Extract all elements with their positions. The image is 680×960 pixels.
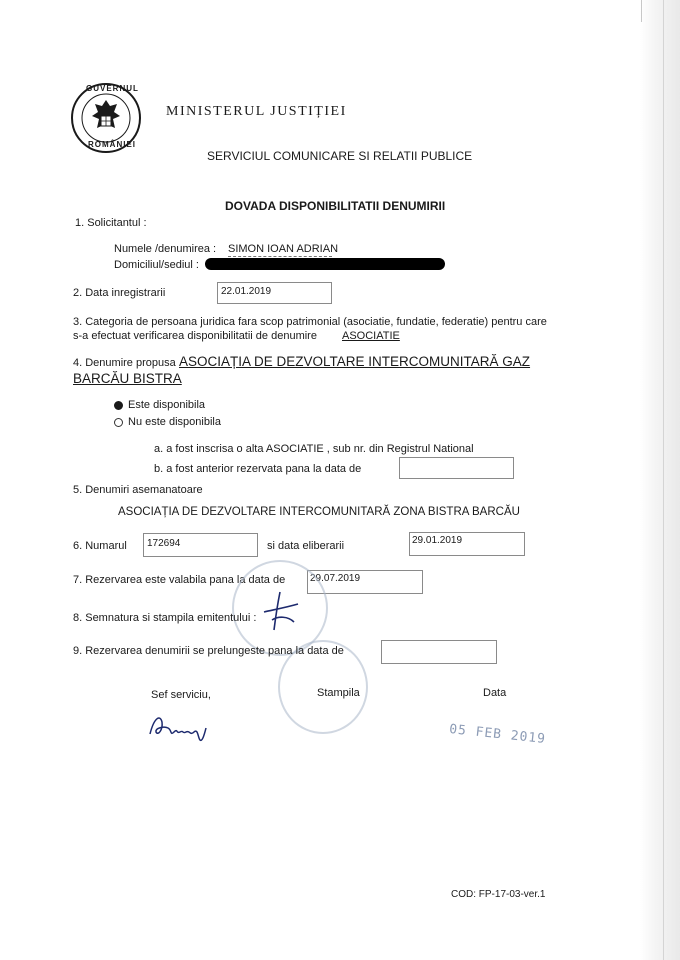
chief-signature-icon bbox=[146, 708, 212, 748]
not-available-radio bbox=[114, 418, 123, 427]
previous-reservation-date-field bbox=[399, 457, 514, 479]
scan-edge-line bbox=[641, 0, 642, 22]
available-label: Este disponibila bbox=[128, 399, 206, 411]
name-label: Numele /denumirea : bbox=[114, 243, 217, 255]
name-underline bbox=[228, 256, 332, 257]
subitem-a: a. a fost inscrisa o alta ASOCIATIE , sub nr. din Registrul National bbox=[154, 443, 474, 455]
signature-icon bbox=[258, 590, 308, 635]
received-date-stamp: 05 FEB 2019 bbox=[448, 721, 547, 748]
available-radio bbox=[114, 401, 123, 410]
similar-name-value: ASOCIAȚIA DE DEZVOLTARE INTERCOMUNITARĂ ZONA BISTRA BARCĂU bbox=[118, 506, 520, 518]
scan-edge-line bbox=[663, 0, 664, 960]
ministry-name: MINISTERUL JUSTIȚIEI bbox=[166, 104, 347, 119]
proposed-name-line1: ASOCIAȚIA DE DEZVOLTARE INTERCOMUNITARĂ GAZ bbox=[179, 354, 531, 369]
form-code: COD: FP-17-03-ver.1 bbox=[451, 889, 546, 900]
crest-text-bottom: ROMÂNIEI bbox=[88, 140, 136, 149]
section8-label: 8. Semnatura si stampila emitentului : bbox=[73, 612, 257, 624]
number-value: 172694 bbox=[147, 538, 181, 549]
address-label: Domiciliul/sediul : bbox=[114, 259, 199, 271]
valid-until-value: 29.07.2019 bbox=[310, 573, 361, 584]
section1-label: 1. Solicitantul : bbox=[75, 217, 147, 229]
redaction-mark bbox=[205, 258, 445, 270]
section7-label: 7. Rezervarea este valabila pana la data de bbox=[73, 574, 286, 586]
section2-label: 2. Data inregistrarii bbox=[73, 287, 166, 299]
not-available-label: Nu este disponibila bbox=[128, 416, 221, 428]
section3-line2: s-a efectuat verificarea disponibilitatii de denumire bbox=[73, 330, 317, 342]
subitem-b: b. a fost anterior rezervata pana la data de bbox=[154, 463, 362, 475]
issue-date-value: 29.01.2019 bbox=[412, 535, 463, 546]
section4-label: 4. Denumire propusa bbox=[73, 357, 176, 369]
extension-date-field bbox=[381, 640, 497, 664]
registration-date-value: 22.01.2019 bbox=[221, 286, 272, 297]
date-label: Data bbox=[483, 687, 507, 699]
issue-date-label: si data eliberarii bbox=[267, 540, 345, 552]
crest-text-top: GUVERNUL bbox=[86, 84, 139, 93]
name-value: SIMON IOAN ADRIAN bbox=[228, 243, 339, 255]
document-title: DOVADA DISPONIBILITATII DENUMIRII bbox=[225, 199, 446, 213]
service-heading: SERVICIUL COMUNICARE SI RELATII PUBLICE bbox=[207, 149, 473, 163]
section3-line1: 3. Categoria de persoana juridica fara scop patrimonial (asociatie, fundatie, federatie) pentru care bbox=[73, 316, 547, 328]
category-value: ASOCIATIE bbox=[342, 330, 400, 342]
stamp-label: Stampila bbox=[317, 687, 360, 699]
chief-label: Sef serviciu, bbox=[151, 689, 211, 701]
section6-label: 6. Numarul bbox=[73, 540, 127, 552]
section9-label: 9. Rezervarea denumirii se prelungeste pana la data de bbox=[73, 645, 344, 657]
proposed-name-line2: BARCĂU BISTRA bbox=[73, 371, 182, 386]
scan-edge bbox=[640, 0, 680, 960]
section5-label: 5. Denumiri asemanatoare bbox=[73, 484, 203, 496]
